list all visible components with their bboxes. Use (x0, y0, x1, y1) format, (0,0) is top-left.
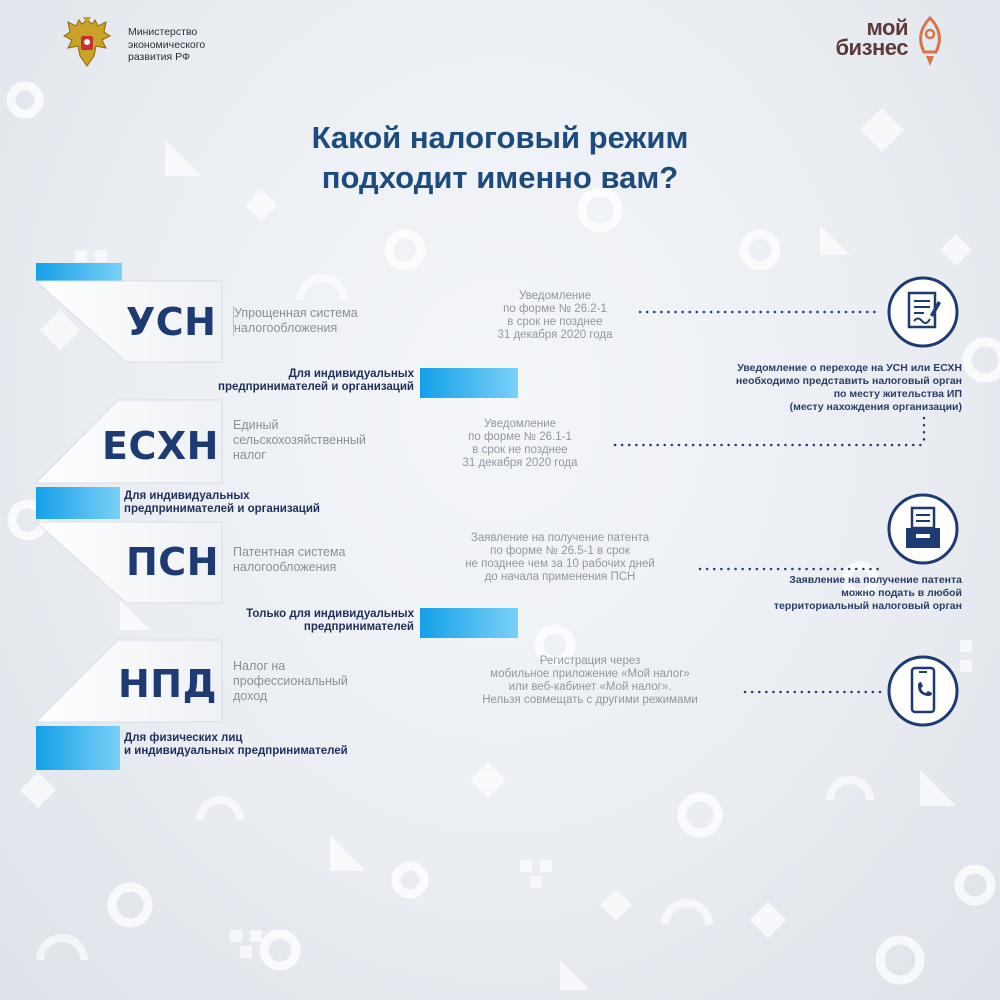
regime-target: Только для индивидуальных предпринимателей (246, 608, 414, 633)
page-title: Какой налоговый режим подходит именно вам? (311, 120, 689, 195)
side-note-psn: Заявление на получение патента можно подать в любой территориальный налоговый орган (773, 574, 962, 612)
regime-code-eshn: ЕСХН (102, 424, 219, 468)
regime-description: Упрощенная система налогообложения (234, 306, 358, 335)
regime-target: Для физических лиц и индивидуальных предпринимателей (124, 732, 348, 757)
regime-description: Налог на профессиональный доход (233, 659, 348, 703)
regime-target: Для индивидуальных предпринимателей и организаций (124, 490, 320, 515)
regime-note: Заявление на получение патента по форме № 26.5-1 в срок не позднее чем за 10 рабочих дней до начала применения ПСН (465, 532, 655, 583)
brand-name: мой бизнес (835, 15, 908, 60)
regime-code-usn: УСН (126, 300, 217, 344)
regime-note: Уведомление по форме № 26.1-1 в срок не позднее 31 декабря 2020 года (462, 418, 578, 469)
regime-target: Для индивидуальных предпринимателей и организаций (218, 368, 414, 393)
file-box-icon (886, 492, 960, 566)
regime-description: Патентная система налогообложения (233, 545, 346, 574)
regime-note: Регистрация через мобильное приложение «Мой налог» или веб-кабинет «Мой налог». Нельзя совмещать с другими режимами (482, 655, 698, 706)
smartphone-icon (886, 654, 960, 728)
side-note-usn-eshn: Уведомление о переходе на УСН или ЕСХН необходимо представить налоговый орган по месту жительства ИП (месту нахождения организации) (735, 362, 962, 413)
document-signature-icon (886, 275, 960, 349)
ministry-name: Министерство экономического развития РФ (128, 26, 206, 63)
regime-code-npd: НПД (118, 662, 217, 706)
regime-note: Уведомление по форме № 26.2-1 в срок не позднее 31 декабря 2020 года (497, 290, 613, 341)
regime-description: Единый сельскохозяйственный налог (233, 418, 366, 462)
regime-code-psn: ПСН (126, 540, 219, 584)
